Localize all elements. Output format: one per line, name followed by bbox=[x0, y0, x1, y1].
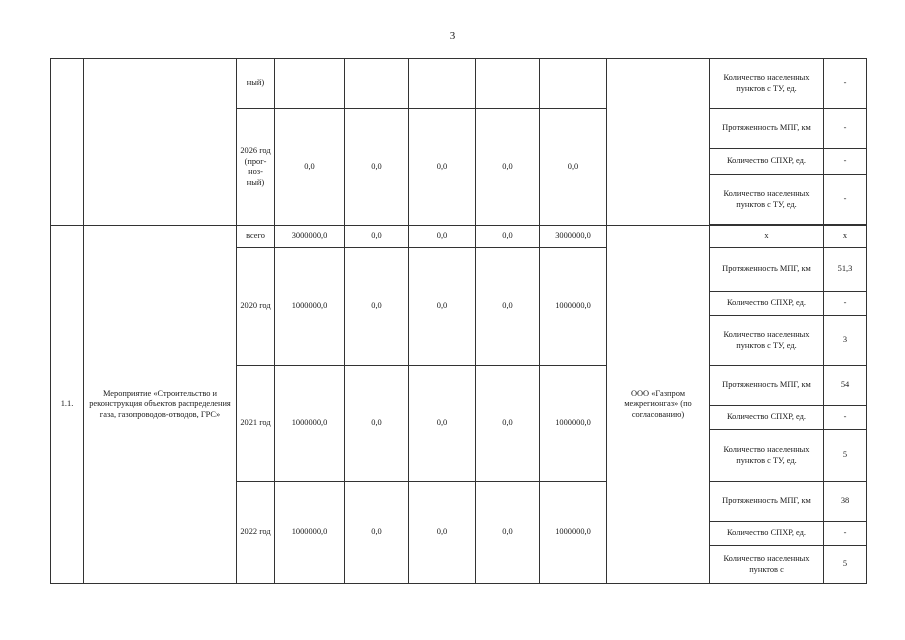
value-cell: 0,0 bbox=[476, 109, 540, 226]
value-cell: 0,0 bbox=[345, 226, 409, 248]
value-cell: 0,0 bbox=[345, 109, 409, 226]
indicator-name: х bbox=[710, 226, 824, 248]
value-cell bbox=[540, 59, 607, 109]
page-number: 3 bbox=[449, 30, 456, 42]
indicator-name: Количество СПХР, ед. bbox=[710, 406, 824, 430]
number-cell: 1.1. bbox=[51, 226, 84, 584]
year-cell: 2021 год bbox=[237, 366, 275, 482]
indicator-name: Количество СПХР, ед. bbox=[710, 522, 824, 546]
indicator-value: 38 bbox=[824, 482, 867, 522]
indicator-name: Количество населенных пунктов с ТУ, ед. bbox=[710, 316, 824, 366]
value-cell: 1000000,0 bbox=[275, 482, 345, 584]
indicator-value: 51,3 bbox=[824, 248, 867, 292]
indicator-value: 3 bbox=[824, 316, 867, 366]
value-cell: 1000000,0 bbox=[540, 482, 607, 584]
indicator-value: 5 bbox=[824, 430, 867, 482]
value-cell bbox=[345, 59, 409, 109]
indicator-value: - bbox=[824, 292, 867, 316]
value-cell: 0,0 bbox=[409, 366, 476, 482]
year-cell: 2020 год bbox=[237, 248, 275, 366]
value-cell: 0,0 bbox=[345, 248, 409, 366]
year-cell: всего bbox=[237, 226, 275, 248]
indicator-value: - bbox=[824, 59, 867, 109]
program-table bbox=[50, 58, 867, 584]
value-cell: 0,0 bbox=[540, 109, 607, 226]
indicator-value: - bbox=[824, 149, 867, 175]
value-cell: 0,0 bbox=[409, 226, 476, 248]
value-cell: 0,0 bbox=[476, 366, 540, 482]
value-cell bbox=[476, 59, 540, 109]
indicator-value: 54 bbox=[824, 366, 867, 406]
indicator-name: Протяженность МПГ, км bbox=[710, 482, 824, 522]
indicator-value: - bbox=[824, 522, 867, 546]
event-cell bbox=[84, 59, 237, 226]
value-cell: 3000000,0 bbox=[275, 226, 345, 248]
indicator-name: Количество СПХР, ед. bbox=[710, 149, 824, 175]
year-cell: 2026 год (прог-ноз-ный) bbox=[237, 109, 275, 226]
executor-cell: ООО «Газпром межрегионгаз» (по согласованию) bbox=[607, 226, 710, 584]
indicator-value: х bbox=[824, 226, 867, 248]
value-cell: 0,0 bbox=[409, 109, 476, 226]
value-cell bbox=[275, 59, 345, 109]
value-cell: 1000000,0 bbox=[540, 248, 607, 366]
value-cell: 3000000,0 bbox=[540, 226, 607, 248]
indicator-name: Количество СПХР, ед. bbox=[710, 292, 824, 316]
value-cell: 0,0 bbox=[409, 248, 476, 366]
value-cell bbox=[409, 59, 476, 109]
value-cell: 0,0 bbox=[345, 366, 409, 482]
value-cell: 0,0 bbox=[476, 226, 540, 248]
indicator-value: - bbox=[824, 109, 867, 149]
executor-cell bbox=[607, 59, 710, 226]
year-cell: 2022 год bbox=[237, 482, 275, 584]
value-cell: 0,0 bbox=[275, 109, 345, 226]
indicator-name: Протяженность МПГ, км bbox=[710, 366, 824, 406]
table-row bbox=[51, 226, 867, 248]
table-row bbox=[51, 59, 867, 109]
year-cell: ный) bbox=[237, 59, 275, 109]
indicator-name: Количество населенных пунктов с ТУ, ед. bbox=[710, 175, 824, 225]
value-cell: 0,0 bbox=[409, 482, 476, 584]
indicator-name: Количество населенных пунктов с ТУ, ед. bbox=[710, 430, 824, 482]
value-cell: 1000000,0 bbox=[275, 366, 345, 482]
number-cell bbox=[51, 59, 84, 226]
value-cell: 0,0 bbox=[476, 482, 540, 584]
indicator-value: - bbox=[824, 406, 867, 430]
value-cell: 0,0 bbox=[345, 482, 409, 584]
value-cell: 1000000,0 bbox=[540, 366, 607, 482]
indicator-value: 5 bbox=[824, 546, 867, 584]
event-cell: Мероприятие «Строительство и реконструкция объектов распределения газа, газопроводов-отводов, ГРС» bbox=[84, 226, 237, 584]
indicator-name: Количество населенных пунктов с ТУ, ед. bbox=[710, 59, 824, 109]
value-cell: 1000000,0 bbox=[275, 248, 345, 366]
indicator-name: Протяженность МПГ, км bbox=[710, 248, 824, 292]
value-cell: 0,0 bbox=[476, 248, 540, 366]
indicator-name: Количество населенных пунктов с bbox=[710, 546, 824, 584]
indicator-name: Протяженность МПГ, км bbox=[710, 109, 824, 149]
indicator-value: - bbox=[824, 175, 867, 225]
